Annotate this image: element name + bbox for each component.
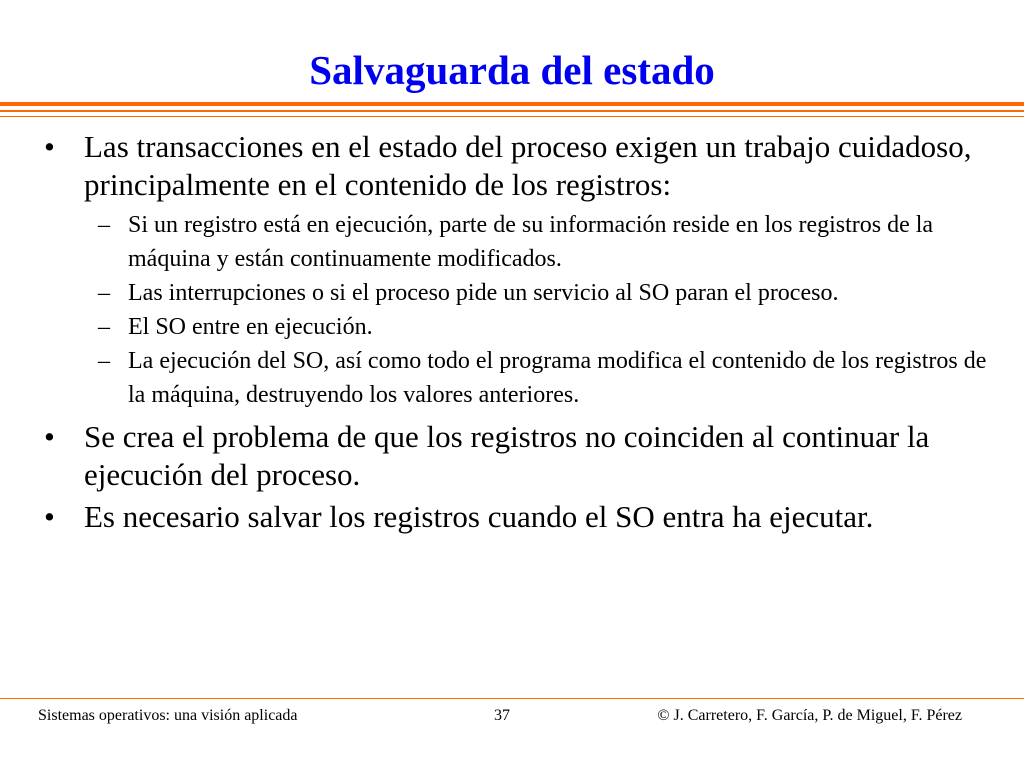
bullet-marker: •	[44, 499, 55, 534]
slide-title: Salvaguarda del estado	[309, 47, 715, 93]
bullet-text: Las transacciones en el estado del proceso exigen un trabajo cuidadoso, principalmente en el contenido de los registros:	[84, 129, 972, 202]
title-divider-thick	[0, 102, 1024, 106]
sub-bullet-text: Las interrupciones o si el proceso pide un servicio al SO paran el proceso.	[128, 280, 839, 306]
sub-bullet-marker: –	[98, 314, 110, 340]
footer-copyright: © J. Carretero, F. García, P. de Miguel, F. Pérez	[657, 707, 962, 724]
bullet-text: Es necesario salvar los registros cuando el SO entra ha ejecutar.	[84, 499, 874, 534]
sub-bullet-text: Si un registro está en ejecución, parte de su información reside en los registros de la máquina y están continuamente modificados.	[128, 212, 934, 272]
bullet-item	[44, 128, 1004, 204]
footer-divider	[0, 698, 1024, 699]
bullet-text: Se crea el problema de que los registros no coinciden al continuar la ejecución del proceso.	[84, 419, 930, 492]
sub-bullet-marker: –	[98, 280, 110, 306]
bullet-item	[44, 418, 1004, 494]
title-divider-thin	[0, 116, 1024, 117]
slide-body	[44, 128, 1004, 540]
sub-bullet-item	[44, 208, 1004, 276]
sub-bullet-text: El SO entre en ejecución.	[128, 314, 373, 340]
title-divider-medium	[0, 110, 1024, 112]
sub-bullet-item	[44, 276, 1004, 310]
bullet-marker: •	[44, 129, 55, 164]
footer-page-number: 37	[494, 707, 510, 724]
sub-bullet-item	[44, 344, 1004, 412]
bullet-marker: •	[44, 419, 55, 454]
sub-bullet-text: La ejecución del SO, así como todo el programa modifica el contenido de los registros de la máquina, destruyendo los valores anteriores.	[128, 348, 987, 408]
bullet-item	[44, 498, 1004, 536]
footer-book-title: Sistemas operativos: una visión aplicada	[38, 707, 298, 724]
sub-bullet-marker: –	[98, 212, 110, 238]
sub-bullet-marker: –	[98, 348, 110, 374]
sub-bullet-item	[44, 310, 1004, 344]
